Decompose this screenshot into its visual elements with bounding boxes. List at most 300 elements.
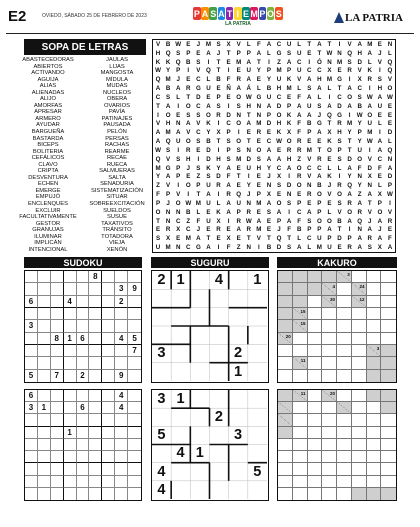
grid-letter[interactable]: E — [186, 76, 191, 84]
grid-letter[interactable]: C — [296, 58, 302, 66]
grid-letter[interactable]: R — [186, 146, 191, 154]
grid-letter[interactable]: D — [196, 93, 201, 101]
grid-letter[interactable]: E — [307, 199, 312, 207]
kakuro-cell[interactable] — [337, 370, 352, 382]
grid-letter[interactable]: A — [296, 244, 302, 252]
sudoku-cell[interactable] — [102, 427, 115, 439]
grid-letter[interactable]: F — [377, 164, 382, 172]
grid-letter[interactable]: T — [317, 146, 322, 154]
grid-letter[interactable]: O — [296, 182, 302, 190]
grid-letter[interactable]: V — [196, 120, 201, 128]
grid-letter[interactable]: S — [196, 138, 201, 146]
kakuro-cell[interactable] — [352, 451, 367, 463]
grid-letter[interactable]: R — [216, 226, 221, 234]
grid-letter[interactable]: O — [296, 164, 302, 172]
sudoku-cell[interactable] — [25, 476, 38, 488]
grid-letter[interactable]: D — [206, 155, 211, 163]
grid-letter[interactable]: M — [336, 58, 343, 66]
sudoku-cell[interactable]: 7 — [51, 370, 64, 382]
kakuro-cell[interactable] — [308, 463, 323, 475]
grid-letter[interactable]: A — [165, 173, 171, 181]
kakuro-cell[interactable] — [337, 463, 352, 475]
grid-letter[interactable]: E — [256, 76, 261, 84]
grid-letter[interactable]: C — [276, 40, 282, 48]
grid-letter[interactable]: T — [307, 40, 312, 48]
grid-letter[interactable]: R — [286, 146, 292, 154]
grid-letter[interactable]: R — [347, 67, 352, 75]
grid-letter[interactable]: S — [276, 182, 282, 190]
grid-letter[interactable]: C — [317, 67, 322, 75]
kakuro-cell[interactable] — [337, 320, 352, 332]
grid-letter[interactable]: Y — [216, 164, 221, 172]
grid-letter[interactable]: M — [205, 40, 212, 48]
grid-letter[interactable]: W — [185, 199, 192, 207]
grid-letter[interactable]: L — [327, 85, 332, 93]
grid-letter[interactable]: P — [287, 102, 292, 110]
grid-letter[interactable]: E — [287, 93, 292, 101]
grid-letter[interactable]: K — [216, 208, 221, 216]
sudoku-cell[interactable] — [128, 414, 141, 426]
grid-letter[interactable]: I — [187, 191, 190, 199]
grid-letter[interactable]: P — [387, 182, 393, 190]
grid-letter[interactable]: T — [347, 138, 352, 146]
grid-letter[interactable]: X — [367, 173, 372, 181]
grid-letter[interactable]: O — [327, 217, 332, 225]
grid-letter[interactable]: L — [327, 208, 332, 216]
grid-letter[interactable]: O — [165, 111, 171, 119]
grid-letter[interactable]: E — [206, 208, 211, 216]
grid-letter[interactable]: A — [377, 146, 383, 154]
kakuro-cell[interactable] — [293, 451, 308, 463]
grid-letter[interactable]: S — [176, 155, 181, 163]
sudoku-cell[interactable] — [102, 345, 115, 357]
grid-letter[interactable]: I — [207, 58, 210, 66]
sudoku-cell[interactable] — [51, 283, 64, 295]
grid-letter[interactable]: A — [266, 146, 272, 154]
sudoku-cell[interactable] — [102, 390, 115, 402]
sudoku-cell[interactable] — [38, 439, 51, 451]
grid-letter[interactable]: U — [206, 182, 211, 190]
grid-letter[interactable]: A — [256, 217, 262, 225]
grid-letter[interactable]: P — [186, 49, 191, 57]
sudoku-cell[interactable]: 4 — [64, 296, 77, 308]
grid-letter[interactable]: M — [367, 129, 373, 137]
grid-letter[interactable]: P — [347, 235, 352, 243]
grid-letter[interactable]: B — [296, 226, 302, 234]
kakuro-cell[interactable] — [337, 451, 352, 463]
grid-letter[interactable]: A — [296, 111, 302, 119]
grid-letter[interactable]: Z — [156, 182, 160, 190]
grid-letter[interactable]: P — [226, 146, 231, 154]
grid-letter[interactable]: T — [327, 120, 332, 128]
grid-letter[interactable]: X — [166, 235, 171, 243]
word-search-grid[interactable] — [152, 39, 396, 253]
sudoku-cell[interactable] — [64, 439, 77, 451]
grid-letter[interactable]: S — [206, 173, 211, 181]
grid-letter[interactable]: S — [236, 102, 241, 110]
grid-letter[interactable]: E — [226, 226, 231, 234]
grid-letter[interactable]: I — [288, 173, 290, 181]
grid-letter[interactable]: V — [186, 129, 191, 137]
sudoku-cell[interactable] — [64, 345, 77, 357]
grid-letter[interactable]: C — [196, 102, 201, 110]
grid-letter[interactable]: M — [286, 85, 292, 93]
grid-letter[interactable]: O — [236, 93, 242, 101]
grid-letter[interactable]: Q — [357, 217, 363, 225]
grid-letter[interactable]: A — [377, 138, 383, 146]
grid-letter[interactable]: E — [216, 85, 221, 93]
grid-letter[interactable]: U — [286, 40, 292, 48]
sudoku-cell[interactable] — [102, 271, 115, 283]
grid-letter[interactable]: E — [377, 173, 382, 181]
grid-letter[interactable]: D — [387, 129, 393, 137]
grid-letter[interactable]: J — [277, 226, 281, 234]
grid-letter[interactable]: T — [206, 235, 211, 243]
grid-letter[interactable]: Q — [236, 191, 242, 199]
grid-letter[interactable]: R — [307, 191, 312, 199]
grid-letter[interactable]: A — [367, 102, 373, 110]
grid-letter[interactable]: S — [357, 93, 362, 101]
grid-letter[interactable]: A — [226, 164, 231, 172]
grid-letter[interactable]: C — [196, 76, 201, 84]
grid-letter[interactable]: R — [256, 129, 262, 137]
grid-letter[interactable]: A — [357, 235, 362, 243]
sudoku-cell[interactable] — [38, 357, 51, 369]
kakuro-cell[interactable] — [278, 463, 293, 475]
grid-letter[interactable]: X — [377, 191, 382, 199]
grid-letter[interactable]: O — [327, 146, 332, 154]
grid-letter[interactable]: D — [357, 58, 362, 66]
grid-letter[interactable]: P — [246, 49, 251, 57]
grid-letter[interactable]: S — [196, 111, 201, 119]
sudoku-cell[interactable] — [89, 402, 102, 414]
sudoku-cell[interactable] — [38, 345, 51, 357]
grid-letter[interactable]: Z — [196, 173, 201, 181]
kakuro-cell[interactable] — [308, 414, 323, 426]
grid-letter[interactable]: V — [387, 208, 393, 216]
kakuro-cell[interactable] — [337, 390, 352, 402]
grid-letter[interactable]: R — [317, 155, 322, 163]
grid-letter[interactable]: L — [206, 76, 211, 84]
sudoku-cell[interactable] — [51, 357, 64, 369]
grid-letter[interactable]: V — [176, 191, 181, 199]
grid-letter[interactable]: R — [236, 217, 241, 225]
grid-letter[interactable]: S — [287, 49, 292, 57]
sudoku-cell[interactable]: 7 — [128, 345, 141, 357]
grid-letter[interactable]: Á — [246, 85, 252, 93]
sudoku-cell[interactable]: 1 — [64, 333, 77, 345]
grid-letter[interactable]: E — [176, 111, 181, 119]
grid-letter[interactable]: M — [326, 76, 333, 84]
kakuro-cell[interactable] — [337, 296, 352, 308]
grid-letter[interactable]: T — [216, 58, 221, 66]
grid-letter[interactable]: Q — [347, 182, 353, 190]
kakuro-cell[interactable] — [352, 439, 367, 451]
grid-letter[interactable]: S — [337, 155, 342, 163]
grid-letter[interactable]: T — [246, 111, 251, 119]
kakuro-cell[interactable] — [381, 320, 396, 332]
sudoku-cell[interactable] — [77, 488, 90, 500]
sudoku-cell[interactable] — [89, 463, 102, 475]
grid-letter[interactable]: G — [316, 120, 322, 128]
grid-letter[interactable]: E — [196, 146, 201, 154]
grid-letter[interactable]: X — [226, 40, 231, 48]
grid-letter[interactable]: T — [337, 85, 342, 93]
grid-letter[interactable]: E — [266, 217, 272, 225]
sudoku-cell[interactable] — [38, 476, 51, 488]
grid-letter[interactable]: L — [196, 208, 201, 216]
grid-letter[interactable]: Q — [175, 58, 181, 66]
kakuro-cell[interactable] — [308, 320, 323, 332]
sudoku-cell[interactable] — [51, 271, 64, 283]
grid-letter[interactable]: A — [367, 49, 373, 57]
grid-letter[interactable]: A — [377, 217, 383, 225]
sudoku-cell[interactable] — [115, 357, 128, 369]
sudoku-cell[interactable] — [25, 488, 38, 500]
grid-letter[interactable]: A — [377, 235, 383, 243]
sudoku-cell[interactable] — [89, 333, 102, 345]
kakuro-cell[interactable] — [293, 345, 308, 357]
grid-letter[interactable]: K — [327, 173, 332, 181]
sudoku-cell[interactable] — [102, 414, 115, 426]
grid-letter[interactable]: Q — [276, 235, 282, 243]
grid-letter[interactable]: E — [256, 138, 261, 146]
grid-letter[interactable]: M — [256, 226, 262, 234]
sudoku-cell[interactable] — [51, 451, 64, 463]
grid-letter[interactable]: O — [337, 191, 342, 199]
grid-letter[interactable]: C — [186, 226, 191, 234]
grid-letter[interactable]: O — [377, 208, 383, 216]
grid-letter[interactable]: N — [175, 120, 181, 128]
sudoku-cell[interactable] — [102, 320, 115, 332]
kakuro-cell[interactable] — [322, 370, 337, 382]
grid-letter[interactable]: N — [246, 199, 252, 207]
grid-letter[interactable]: M — [256, 120, 262, 128]
grid-letter[interactable]: P — [176, 173, 181, 181]
grid-letter[interactable]: U — [367, 120, 373, 128]
grid-letter[interactable]: I — [348, 76, 351, 84]
kakuro-cell[interactable] — [322, 357, 337, 369]
grid-letter[interactable]: C — [307, 235, 312, 243]
grid-letter[interactable]: A — [307, 93, 312, 101]
grid-letter[interactable]: P — [317, 199, 322, 207]
grid-letter[interactable]: Z — [297, 155, 302, 163]
grid-letter[interactable]: V — [307, 155, 312, 163]
kakuro-cell[interactable] — [293, 333, 308, 345]
grid-letter[interactable]: T — [216, 67, 221, 75]
grid-letter[interactable]: E — [307, 49, 312, 57]
grid-letter[interactable]: P — [377, 199, 382, 207]
grid-letter[interactable]: H — [276, 120, 282, 128]
grid-letter[interactable]: A — [246, 120, 252, 128]
grid-letter[interactable]: U — [327, 244, 332, 252]
grid-letter[interactable]: W — [366, 93, 373, 101]
kakuro-cell[interactable] — [381, 463, 396, 475]
grid-letter[interactable]: C — [266, 138, 272, 146]
grid-letter[interactable]: A — [367, 226, 373, 234]
grid-letter[interactable]: N — [256, 102, 262, 110]
grid-letter[interactable]: L — [367, 58, 372, 66]
grid-letter[interactable]: H — [246, 102, 252, 110]
grid-letter[interactable]: P — [266, 67, 272, 75]
sudoku-cell[interactable] — [64, 390, 77, 402]
kakuro-cell[interactable] — [308, 357, 323, 369]
sudoku-cell[interactable] — [64, 476, 77, 488]
grid-letter[interactable]: O — [387, 85, 393, 93]
kakuro-cell[interactable] — [308, 308, 323, 320]
grid-letter[interactable]: C — [307, 164, 312, 172]
grid-letter[interactable]: X — [216, 129, 221, 137]
sudoku-cell[interactable] — [77, 357, 90, 369]
sudoku-cell[interactable] — [102, 463, 115, 475]
grid-letter[interactable]: A — [266, 199, 272, 207]
kakuro-cell[interactable] — [367, 320, 382, 332]
sudoku-cell[interactable] — [102, 370, 115, 382]
kakuro-cell[interactable] — [367, 427, 382, 439]
grid-letter[interactable]: C — [296, 208, 302, 216]
grid-letter[interactable]: G — [276, 49, 282, 57]
sudoku-cell[interactable] — [89, 439, 102, 451]
grid-letter[interactable]: C — [155, 93, 161, 101]
grid-letter[interactable]: R — [337, 120, 342, 128]
grid-letter[interactable]: L — [337, 164, 342, 172]
sudoku-cell[interactable] — [64, 488, 77, 500]
sudoku-cell[interactable] — [51, 476, 64, 488]
grid-letter[interactable]: P — [176, 164, 181, 172]
grid-letter[interactable]: A — [347, 217, 352, 225]
grid-letter[interactable]: L — [267, 49, 271, 57]
grid-letter[interactable]: K — [276, 129, 282, 137]
sudoku-cell[interactable]: 1 — [64, 427, 77, 439]
sudoku-cell[interactable] — [115, 308, 128, 320]
grid-letter[interactable]: W — [245, 93, 252, 101]
grid-letter[interactable]: T — [216, 138, 221, 146]
sudoku-grid-2[interactable] — [24, 389, 142, 501]
grid-letter[interactable]: N — [286, 191, 292, 199]
grid-letter[interactable]: A — [307, 76, 312, 84]
grid-letter[interactable]: Q — [387, 58, 393, 66]
grid-letter[interactable]: D — [246, 155, 252, 163]
grid-letter[interactable]: M — [185, 235, 191, 243]
grid-letter[interactable]: R — [236, 76, 241, 84]
grid-letter[interactable]: N — [337, 49, 342, 57]
grid-letter[interactable]: A — [347, 164, 352, 172]
grid-letter[interactable]: N — [387, 155, 393, 163]
grid-letter[interactable]: S — [266, 208, 272, 216]
grid-letter[interactable]: L — [317, 93, 322, 101]
kakuro-cell[interactable] — [293, 414, 308, 426]
grid-letter[interactable]: K — [206, 164, 211, 172]
grid-letter[interactable]: A — [206, 49, 211, 57]
grid-letter[interactable]: O — [185, 102, 191, 110]
grid-letter[interactable]: I — [368, 146, 371, 154]
kakuro-cell[interactable] — [337, 283, 352, 295]
grid-letter[interactable]: P — [276, 217, 282, 225]
sudoku-cell[interactable] — [51, 345, 64, 357]
grid-letter[interactable]: A — [175, 129, 181, 137]
grid-letter[interactable]: R — [216, 182, 221, 190]
sudoku-cell[interactable] — [51, 488, 64, 500]
sudoku-cell[interactable] — [102, 439, 115, 451]
grid-letter[interactable]: I — [237, 129, 240, 137]
sudoku-cell[interactable]: 6 — [25, 390, 38, 402]
grid-letter[interactable]: B — [337, 217, 342, 225]
sudoku-cell[interactable] — [64, 402, 77, 414]
grid-letter[interactable]: A — [327, 226, 332, 234]
kakuro-cell[interactable] — [367, 333, 382, 345]
grid-letter[interactable]: S — [216, 102, 221, 110]
grid-letter[interactable]: V — [387, 76, 393, 84]
kakuro-cell[interactable] — [308, 390, 323, 402]
grid-letter[interactable]: I — [177, 146, 180, 154]
sudoku-cell[interactable] — [128, 439, 141, 451]
grid-letter[interactable]: E — [256, 173, 261, 181]
kakuro-cell[interactable] — [381, 451, 396, 463]
kakuro-cell[interactable] — [322, 488, 337, 500]
grid-letter[interactable]: L — [297, 40, 302, 48]
grid-letter[interactable]: S — [236, 146, 241, 154]
grid-letter[interactable]: E — [155, 226, 161, 234]
grid-letter[interactable]: O — [236, 120, 242, 128]
grid-letter[interactable]: M — [306, 146, 312, 154]
grid-letter[interactable]: I — [187, 67, 190, 75]
grid-letter[interactable]: O — [175, 199, 181, 207]
grid-letter[interactable]: E — [246, 129, 251, 137]
grid-letter[interactable]: Ñ — [226, 85, 231, 93]
grid-letter[interactable]: S — [166, 146, 171, 154]
kakuro-cell[interactable] — [308, 488, 323, 500]
grid-letter[interactable]: I — [177, 182, 180, 190]
grid-letter[interactable]: P — [166, 191, 171, 199]
grid-letter[interactable]: X — [226, 235, 231, 243]
sudoku-cell[interactable] — [77, 271, 90, 283]
suguru-grid-2[interactable] — [151, 389, 269, 501]
grid-letter[interactable]: U — [236, 199, 241, 207]
sudoku-cell[interactable] — [38, 488, 51, 500]
grid-letter[interactable]: A — [246, 76, 252, 84]
kakuro-cell[interactable] — [308, 476, 323, 488]
grid-letter[interactable]: R — [246, 208, 252, 216]
grid-letter[interactable]: V — [307, 173, 312, 181]
sudoku-cell[interactable] — [77, 414, 90, 426]
grid-letter[interactable]: I — [348, 111, 351, 119]
kakuro-cell[interactable] — [322, 476, 337, 488]
kakuro-cell[interactable] — [381, 296, 396, 308]
sudoku-cell[interactable] — [128, 451, 141, 463]
sudoku-cell[interactable] — [77, 308, 90, 320]
grid-letter[interactable]: I — [177, 102, 180, 110]
kakuro-cell[interactable] — [293, 370, 308, 382]
kakuro-cell[interactable] — [293, 488, 308, 500]
sudoku-cell[interactable]: 6 — [77, 333, 90, 345]
grid-letter[interactable]: W — [366, 138, 373, 146]
sudoku-grid-1[interactable] — [24, 270, 142, 383]
kakuro-cell[interactable] — [381, 427, 396, 439]
sudoku-cell[interactable] — [115, 463, 128, 475]
sudoku-cell[interactable] — [64, 463, 77, 475]
sudoku-cell[interactable] — [89, 296, 102, 308]
grid-letter[interactable]: R — [296, 173, 302, 181]
grid-letter[interactable]: C — [357, 85, 362, 93]
sudoku-cell[interactable] — [102, 296, 115, 308]
grid-letter[interactable]: C — [377, 155, 383, 163]
grid-letter[interactable]: A — [266, 102, 272, 110]
grid-letter[interactable]: B — [357, 102, 362, 110]
sudoku-cell[interactable] — [89, 488, 102, 500]
kakuro-cell[interactable] — [337, 427, 352, 439]
grid-letter[interactable]: A — [155, 138, 161, 146]
sudoku-cell[interactable] — [89, 308, 102, 320]
